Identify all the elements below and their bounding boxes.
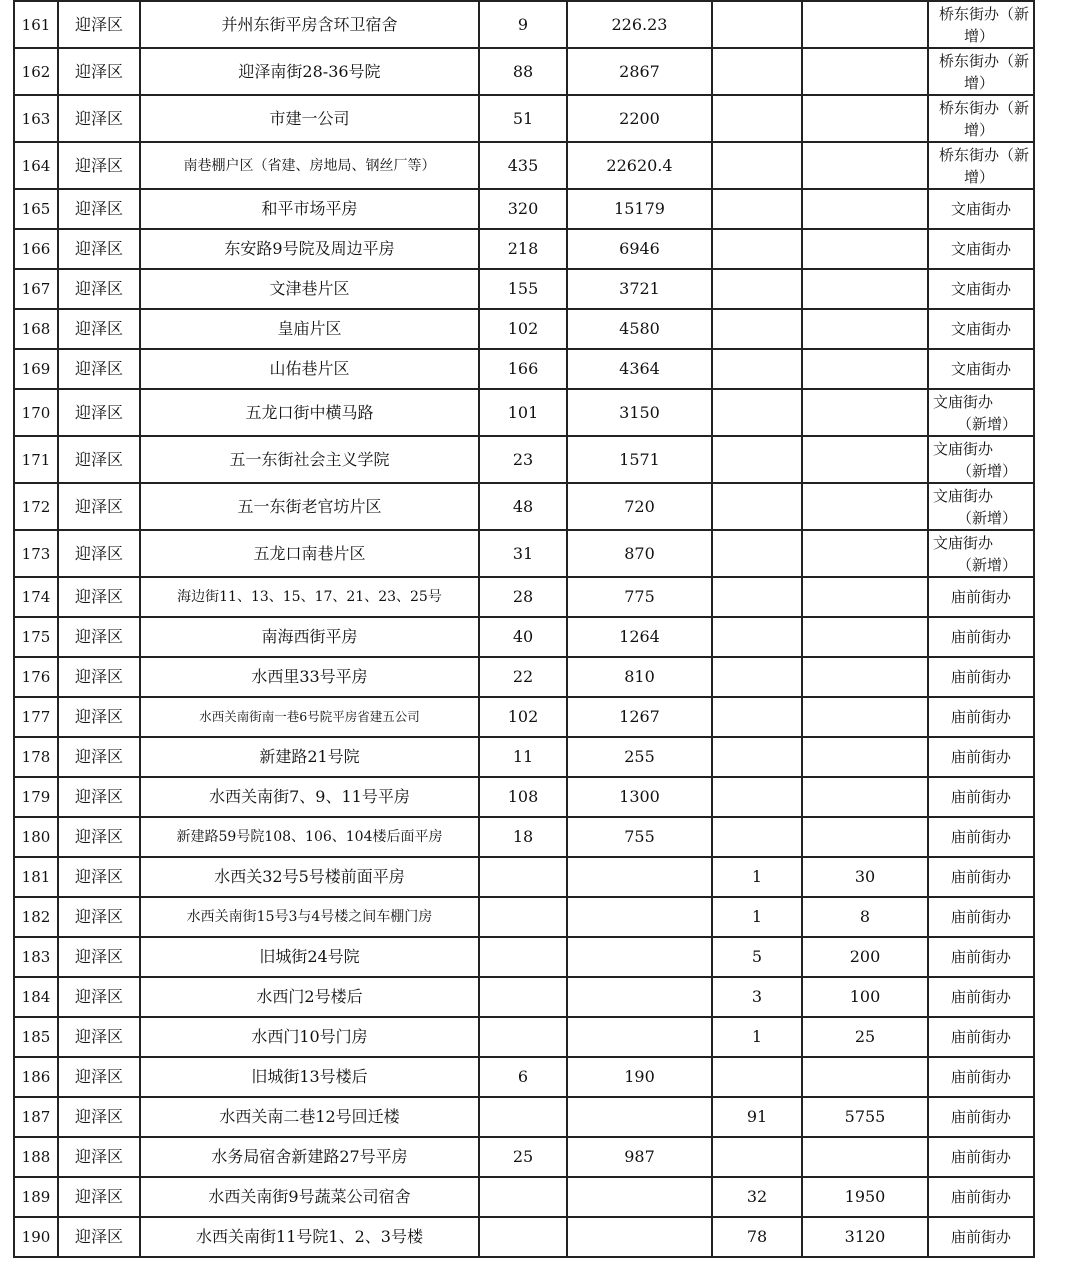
office-cell: 庙前街办 [928, 937, 1034, 977]
office-cell: 庙前街办 [928, 697, 1034, 737]
table-body [14, 1, 1034, 1257]
office-line-2: （新增） [957, 555, 1018, 574]
project-name-cell: 水务局宿舍新建路27号平房 [140, 1137, 479, 1177]
row-number-cell: 178 [14, 737, 58, 777]
office-cell: 庙前街办 [928, 737, 1034, 777]
table-row [14, 817, 1034, 857]
area-b-cell [802, 349, 928, 389]
table-row [14, 697, 1034, 737]
project-name-cell: 水西门2号楼后 [140, 977, 479, 1017]
households-b-cell [712, 349, 802, 389]
row-number-cell: 167 [14, 269, 58, 309]
row-number-cell: 176 [14, 657, 58, 697]
area-cell: 15179 [567, 189, 712, 229]
project-name-cell: 东安路9号院及周边平房 [140, 229, 479, 269]
row-number-cell: 188 [14, 1137, 58, 1177]
households-b-cell [712, 269, 802, 309]
households-cell: 320 [479, 189, 567, 229]
table-row [14, 1057, 1034, 1097]
area-cell: 22620.4 [567, 142, 712, 189]
households-b-cell: 78 [712, 1217, 802, 1257]
area-cell: 1571 [567, 436, 712, 483]
area-cell: 2200 [567, 95, 712, 142]
table-row [14, 349, 1034, 389]
households-cell: 40 [479, 617, 567, 657]
households-cell [479, 977, 567, 1017]
households-cell: 155 [479, 269, 567, 309]
table-row [14, 737, 1034, 777]
project-name-cell: 水西关南街南一巷6号院平房省建五公司 [140, 697, 479, 737]
office-cell: 庙前街办 [928, 1057, 1034, 1097]
district-cell: 迎泽区 [58, 1057, 140, 1097]
area-b-cell [802, 189, 928, 229]
area-b-cell [802, 530, 928, 577]
table-row [14, 617, 1034, 657]
office-line-1: 桥东街办（新 [938, 51, 1029, 70]
households-b-cell [712, 577, 802, 617]
area-cell: 870 [567, 530, 712, 577]
office-line-2: 增） [963, 26, 994, 45]
office-cell: 庙前街办 [928, 897, 1034, 937]
district-cell: 迎泽区 [58, 617, 140, 657]
table-row [14, 483, 1034, 530]
area-cell: 720 [567, 483, 712, 530]
row-number-cell: 183 [14, 937, 58, 977]
households-cell: 11 [479, 737, 567, 777]
project-name-cell: 市建一公司 [140, 95, 479, 142]
project-name-cell: 水西关南街15号3与4号楼之间车棚门房 [140, 897, 479, 937]
office-line-1: 文庙街办 [933, 533, 994, 552]
project-name-cell: 南海西街平房 [140, 617, 479, 657]
area-cell [567, 937, 712, 977]
households-cell: 51 [479, 95, 567, 142]
households-cell: 6 [479, 1057, 567, 1097]
district-cell: 迎泽区 [58, 48, 140, 95]
table-row [14, 897, 1034, 937]
area-b-cell: 1950 [802, 1177, 928, 1217]
households-cell: 48 [479, 483, 567, 530]
district-cell: 迎泽区 [58, 1097, 140, 1137]
area-cell [567, 857, 712, 897]
office-cell: 庙前街办 [928, 1177, 1034, 1217]
area-b-cell [802, 142, 928, 189]
area-b-cell [802, 1057, 928, 1097]
table-row [14, 189, 1034, 229]
households-b-cell [712, 617, 802, 657]
households-b-cell [712, 1137, 802, 1177]
table-row [14, 436, 1034, 483]
area-cell: 3150 [567, 389, 712, 436]
households-cell: 31 [479, 530, 567, 577]
households-b-cell [712, 657, 802, 697]
table-row [14, 1017, 1034, 1057]
district-cell: 迎泽区 [58, 737, 140, 777]
project-name-cell: 旧城街24号院 [140, 937, 479, 977]
households-cell: 88 [479, 48, 567, 95]
area-cell: 1300 [567, 777, 712, 817]
households-cell: 28 [479, 577, 567, 617]
table-row [14, 309, 1034, 349]
area-b-cell [802, 229, 928, 269]
office-cell: 文庙街办 [928, 229, 1034, 269]
area-b-cell [802, 657, 928, 697]
row-number-cell: 170 [14, 389, 58, 436]
table-row [14, 1137, 1034, 1177]
households-cell [479, 857, 567, 897]
project-name-cell: 五一东街老官坊片区 [140, 483, 479, 530]
table-row [14, 937, 1034, 977]
households-b-cell: 1 [712, 857, 802, 897]
office-cell: 庙前街办 [928, 657, 1034, 697]
office-cell [928, 142, 1034, 189]
district-cell: 迎泽区 [58, 937, 140, 977]
households-b-cell [712, 777, 802, 817]
table-row [14, 657, 1034, 697]
area-cell: 775 [567, 577, 712, 617]
area-b-cell [802, 697, 928, 737]
project-name-cell: 水西关南街7、9、11号平房 [140, 777, 479, 817]
households-b-cell [712, 309, 802, 349]
area-b-cell [802, 436, 928, 483]
office-line-1: 文庙街办 [933, 392, 994, 411]
row-number-cell: 189 [14, 1177, 58, 1217]
area-cell: 255 [567, 737, 712, 777]
table-row [14, 577, 1034, 617]
table-row [14, 857, 1034, 897]
area-cell: 6946 [567, 229, 712, 269]
households-b-cell [712, 1057, 802, 1097]
office-cell: 文庙街办 [928, 349, 1034, 389]
row-number-cell: 173 [14, 530, 58, 577]
households-cell: 102 [479, 309, 567, 349]
households-b-cell [712, 530, 802, 577]
area-cell: 226.23 [567, 1, 712, 48]
project-name-cell: 旧城街13号楼后 [140, 1057, 479, 1097]
households-b-cell [712, 229, 802, 269]
office-line-2: 增） [963, 167, 994, 186]
project-name-cell: 水西关南街11号院1、2、3号楼 [140, 1217, 479, 1257]
households-cell [479, 1097, 567, 1137]
area-cell: 1267 [567, 697, 712, 737]
area-b-cell [802, 389, 928, 436]
households-cell: 18 [479, 817, 567, 857]
table-row [14, 977, 1034, 1017]
households-cell [479, 897, 567, 937]
households-b-cell: 91 [712, 1097, 802, 1137]
households-b-cell: 3 [712, 977, 802, 1017]
area-cell: 755 [567, 817, 712, 857]
households-b-cell [712, 48, 802, 95]
area-b-cell [802, 269, 928, 309]
table-row [14, 777, 1034, 817]
area-b-cell [802, 737, 928, 777]
project-name-cell: 和平市场平房 [140, 189, 479, 229]
table-row [14, 48, 1034, 95]
table-row [14, 269, 1034, 309]
district-cell: 迎泽区 [58, 897, 140, 937]
office-cell: 庙前街办 [928, 857, 1034, 897]
office-line-2: （新增） [957, 508, 1018, 527]
row-number-cell: 172 [14, 483, 58, 530]
households-b-cell [712, 817, 802, 857]
households-cell: 102 [479, 697, 567, 737]
area-cell [567, 977, 712, 1017]
households-cell: 25 [479, 1137, 567, 1177]
office-cell: 庙前街办 [928, 1017, 1034, 1057]
district-cell: 迎泽区 [58, 436, 140, 483]
district-cell: 迎泽区 [58, 269, 140, 309]
area-b-cell [802, 577, 928, 617]
area-cell: 1264 [567, 617, 712, 657]
households-cell: 218 [479, 229, 567, 269]
row-number-cell: 164 [14, 142, 58, 189]
area-cell: 2867 [567, 48, 712, 95]
area-cell: 3721 [567, 269, 712, 309]
district-cell: 迎泽区 [58, 777, 140, 817]
district-cell: 迎泽区 [58, 142, 140, 189]
table-row [14, 1097, 1034, 1137]
district-cell: 迎泽区 [58, 95, 140, 142]
project-name-cell: 水西关南街9号蔬菜公司宿舍 [140, 1177, 479, 1217]
area-b-cell [802, 48, 928, 95]
district-cell: 迎泽区 [58, 229, 140, 269]
project-name-cell: 皇庙片区 [140, 309, 479, 349]
office-line-1: 文庙街办 [933, 486, 994, 505]
district-cell: 迎泽区 [58, 1177, 140, 1217]
office-cell: 庙前街办 [928, 577, 1034, 617]
row-number-cell: 162 [14, 48, 58, 95]
area-cell: 4364 [567, 349, 712, 389]
households-b-cell [712, 389, 802, 436]
office-cell [928, 1, 1034, 48]
households-b-cell [712, 1, 802, 48]
row-number-cell: 180 [14, 817, 58, 857]
households-cell: 101 [479, 389, 567, 436]
office-line-1: 桥东街办（新 [938, 4, 1029, 23]
district-cell: 迎泽区 [58, 977, 140, 1017]
office-line-2: （新增） [957, 414, 1018, 433]
households-cell: 9 [479, 1, 567, 48]
area-b-cell [802, 95, 928, 142]
district-cell: 迎泽区 [58, 309, 140, 349]
district-cell: 迎泽区 [58, 1217, 140, 1257]
office-line-2: 增） [963, 73, 994, 92]
households-b-cell: 1 [712, 897, 802, 937]
district-cell: 迎泽区 [58, 657, 140, 697]
households-cell [479, 1017, 567, 1057]
district-cell: 迎泽区 [58, 1, 140, 48]
office-cell: 文庙街办 [928, 269, 1034, 309]
office-cell: 庙前街办 [928, 617, 1034, 657]
table-row [14, 1, 1034, 48]
project-name-cell: 并州东街平房含环卫宿舍 [140, 1, 479, 48]
office-cell [928, 530, 1034, 577]
table-row [14, 1177, 1034, 1217]
table-row [14, 142, 1034, 189]
area-cell [567, 1217, 712, 1257]
office-cell: 庙前街办 [928, 1217, 1034, 1257]
households-cell: 108 [479, 777, 567, 817]
district-cell: 迎泽区 [58, 349, 140, 389]
area-cell [567, 1177, 712, 1217]
table-row [14, 229, 1034, 269]
households-b-cell: 1 [712, 1017, 802, 1057]
households-cell [479, 1217, 567, 1257]
office-cell: 庙前街办 [928, 1097, 1034, 1137]
row-number-cell: 184 [14, 977, 58, 1017]
row-number-cell: 174 [14, 577, 58, 617]
table-row [14, 1217, 1034, 1257]
project-name-cell: 五龙口街中横马路 [140, 389, 479, 436]
project-name-cell: 水西里33号平房 [140, 657, 479, 697]
project-name-cell: 新建路59号院108、106、104楼后面平房 [140, 817, 479, 857]
project-name-cell: 水西关32号5号楼前面平房 [140, 857, 479, 897]
office-cell [928, 483, 1034, 530]
table-row [14, 530, 1034, 577]
area-cell [567, 1017, 712, 1057]
district-cell: 迎泽区 [58, 577, 140, 617]
office-line-2: 增） [963, 120, 994, 139]
district-cell: 迎泽区 [58, 189, 140, 229]
area-b-cell: 8 [802, 897, 928, 937]
area-b-cell: 200 [802, 937, 928, 977]
area-cell: 810 [567, 657, 712, 697]
households-cell: 435 [479, 142, 567, 189]
project-name-cell: 迎泽南街28-36号院 [140, 48, 479, 95]
office-cell [928, 389, 1034, 436]
district-cell: 迎泽区 [58, 857, 140, 897]
project-name-cell: 水西门10号门房 [140, 1017, 479, 1057]
office-cell [928, 48, 1034, 95]
office-cell [928, 436, 1034, 483]
project-name-cell: 新建路21号院 [140, 737, 479, 777]
office-cell: 文庙街办 [928, 189, 1034, 229]
project-name-cell: 南巷棚户区（省建、房地局、钢丝厂等） [140, 142, 479, 189]
households-cell: 166 [479, 349, 567, 389]
district-cell: 迎泽区 [58, 1017, 140, 1057]
district-cell: 迎泽区 [58, 817, 140, 857]
area-cell: 4580 [567, 309, 712, 349]
row-number-cell: 166 [14, 229, 58, 269]
households-cell: 23 [479, 436, 567, 483]
row-number-cell: 181 [14, 857, 58, 897]
households-b-cell [712, 483, 802, 530]
households-b-cell: 32 [712, 1177, 802, 1217]
district-cell: 迎泽区 [58, 483, 140, 530]
area-cell [567, 897, 712, 937]
row-number-cell: 182 [14, 897, 58, 937]
office-cell: 庙前街办 [928, 1137, 1034, 1177]
households-b-cell [712, 142, 802, 189]
area-b-cell [802, 483, 928, 530]
project-name-cell: 五龙口南巷片区 [140, 530, 479, 577]
row-number-cell: 190 [14, 1217, 58, 1257]
households-b-cell [712, 189, 802, 229]
district-cell: 迎泽区 [58, 530, 140, 577]
office-line-1: 桥东街办（新 [938, 145, 1029, 164]
district-cell: 迎泽区 [58, 389, 140, 436]
project-name-cell: 海边街11、13、15、17、21、23、25号 [140, 577, 479, 617]
data-table [13, 0, 1035, 1258]
households-b-cell [712, 436, 802, 483]
households-b-cell: 5 [712, 937, 802, 977]
area-cell: 987 [567, 1137, 712, 1177]
area-cell: 190 [567, 1057, 712, 1097]
district-cell: 迎泽区 [58, 1137, 140, 1177]
area-b-cell: 100 [802, 977, 928, 1017]
office-line-1: 桥东街办（新 [938, 98, 1029, 117]
office-cell: 庙前街办 [928, 977, 1034, 1017]
project-name-cell: 山佑巷片区 [140, 349, 479, 389]
office-line-2: （新增） [957, 461, 1018, 480]
row-number-cell: 169 [14, 349, 58, 389]
row-number-cell: 175 [14, 617, 58, 657]
table-row [14, 95, 1034, 142]
row-number-cell: 177 [14, 697, 58, 737]
area-b-cell: 5755 [802, 1097, 928, 1137]
project-name-cell: 五一东街社会主义学院 [140, 436, 479, 483]
households-b-cell [712, 737, 802, 777]
office-cell [928, 95, 1034, 142]
office-cell: 庙前街办 [928, 817, 1034, 857]
office-line-1: 文庙街办 [933, 439, 994, 458]
area-b-cell [802, 309, 928, 349]
area-b-cell: 25 [802, 1017, 928, 1057]
area-cell [567, 1097, 712, 1137]
row-number-cell: 163 [14, 95, 58, 142]
area-b-cell [802, 817, 928, 857]
row-number-cell: 187 [14, 1097, 58, 1137]
households-b-cell [712, 95, 802, 142]
row-number-cell: 161 [14, 1, 58, 48]
area-b-cell: 30 [802, 857, 928, 897]
table-row [14, 389, 1034, 436]
office-cell: 文庙街办 [928, 309, 1034, 349]
households-b-cell [712, 697, 802, 737]
households-cell: 22 [479, 657, 567, 697]
row-number-cell: 165 [14, 189, 58, 229]
row-number-cell: 186 [14, 1057, 58, 1097]
households-cell [479, 1177, 567, 1217]
project-name-cell: 文津巷片区 [140, 269, 479, 309]
row-number-cell: 185 [14, 1017, 58, 1057]
project-name-cell: 水西关南二巷12号回迁楼 [140, 1097, 479, 1137]
households-cell [479, 937, 567, 977]
area-b-cell [802, 617, 928, 657]
area-b-cell [802, 1137, 928, 1177]
row-number-cell: 171 [14, 436, 58, 483]
row-number-cell: 179 [14, 777, 58, 817]
area-b-cell [802, 1, 928, 48]
district-cell: 迎泽区 [58, 697, 140, 737]
area-b-cell: 3120 [802, 1217, 928, 1257]
office-cell: 庙前街办 [928, 777, 1034, 817]
row-number-cell: 168 [14, 309, 58, 349]
area-b-cell [802, 777, 928, 817]
